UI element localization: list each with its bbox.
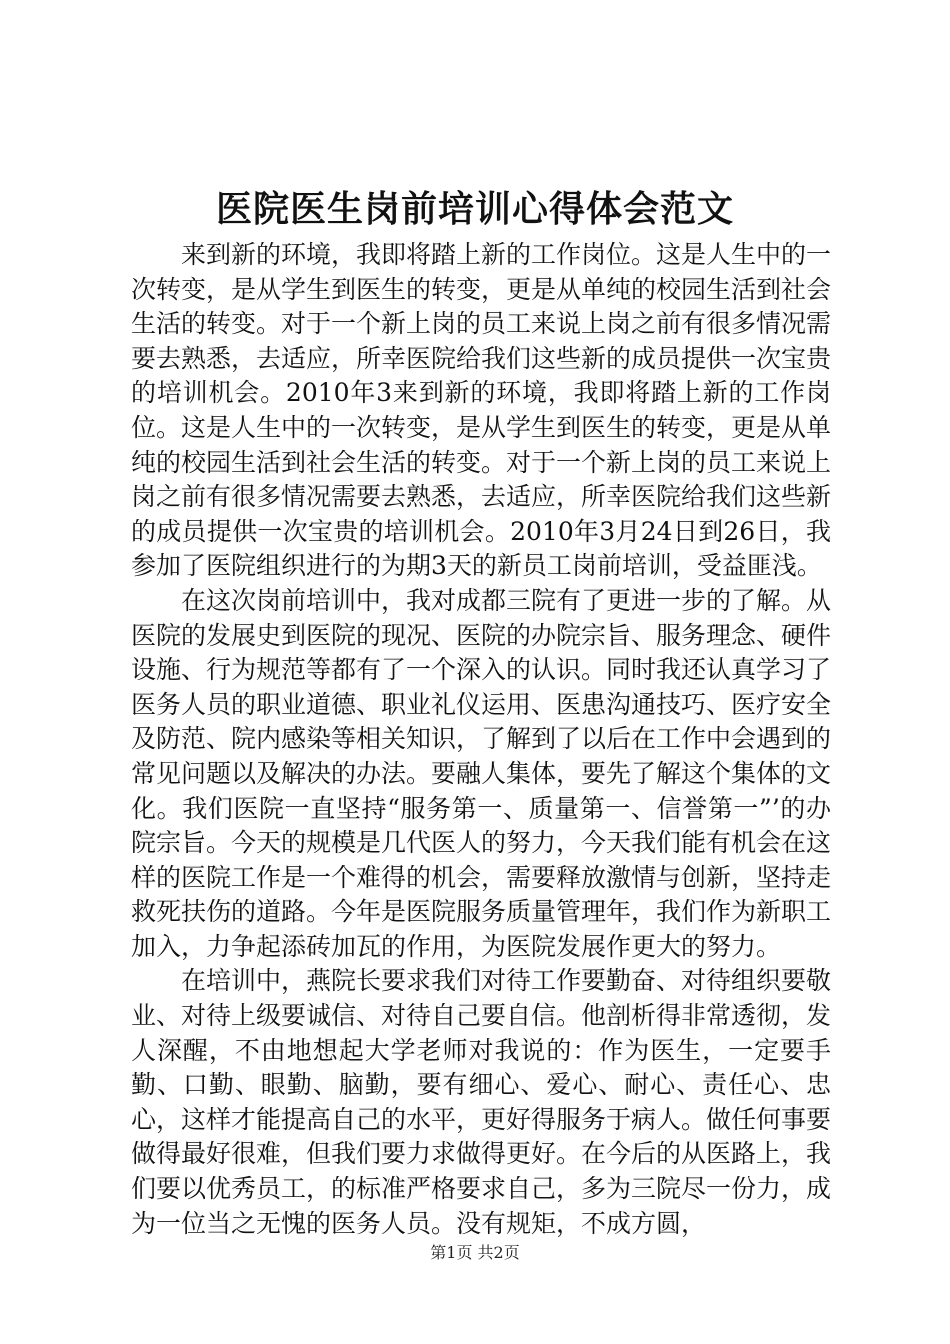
paragraph-3: 在培训中，燕院长要求我们对待工作要勤奋、对待组织要敬业、对待上级要诚信、对待自己要自信。他剖析得非常透彻，发人深醒，不由地想起大学老师对我说的：作为医生，一定要手勤、口勤、眼勤、脑勤，要有细心、爱心、耐心、责任心、忠心，这样才能提高自己的水平，更好得服务于病人。做任何事要做得最好很难，但我们要力求做得更好。在今后的从医路上，我们要以优秀员工，的标准严格要求自己，多为三院尽一份力，成为一位当之无愧的医务人员。没有规矩，不成方圆，	[131, 966, 832, 1238]
page-footer: 第1页 共2页	[430, 1243, 520, 1262]
document-title: 医院医生岗前培训心得体会范文	[215, 188, 734, 230]
document-body	[131, 238, 831, 1241]
paragraph-2: 在这次岗前培训中，我对成都三院有了更进一步的了解。从医院的发展史到医院的现况、医院的办院宗旨、服务理念、硬件设施、行为规范等都有了一个深入的认识。同时我还认真学习了医务人员的职业道德、职业礼仪运用、医患沟通技巧、医疗安全及防范、院内感染等相关知识，了解到了以后在工作中会遇到的常见问题以及解决的办法。要融人集体，要先了解这个集体的文化。我们医院一直坚持“服务第一、质量第一、信誉第一”’的办院宗旨。今天的规模是几代医人的努力，今天我们能有机会在这样的医院工作是一个难得的机会，需要释放激情与创新，坚持走救死扶伤的道路。今年是医院服务质量管理年，我们作为新职工加入，力争起添砖加瓦的作用，为医院发展作更大的努力。	[131, 585, 832, 961]
paragraph-1: 来到新的环境，我即将踏上新的工作岗位。这是人生中的一次转变，是从学生到医生的转变，更是从单纯的校园生活到社会生活的转变。对于一个新上岗的员工来说上岗之前有很多情况需要去熟悉，去适应，所幸医院给我们这些新的成员提供一次宝贵的培训机会。2010年3来到新的环境，我即将踏上新的工作岗位。这是人生中的一次转变，是从学生到医生的转变，更是从单纯的校园生活到社会生活的转变。对于一个新上岗的员工来说上岗之前有很多情况需要去熟悉，去适应，所幸医院给我们这些新的成员提供一次宝贵的培训机会。2010年3月24日到26日，我参加了医院组织进行的为期3天的新员工岗前培训，受益匪浅。	[131, 240, 832, 581]
